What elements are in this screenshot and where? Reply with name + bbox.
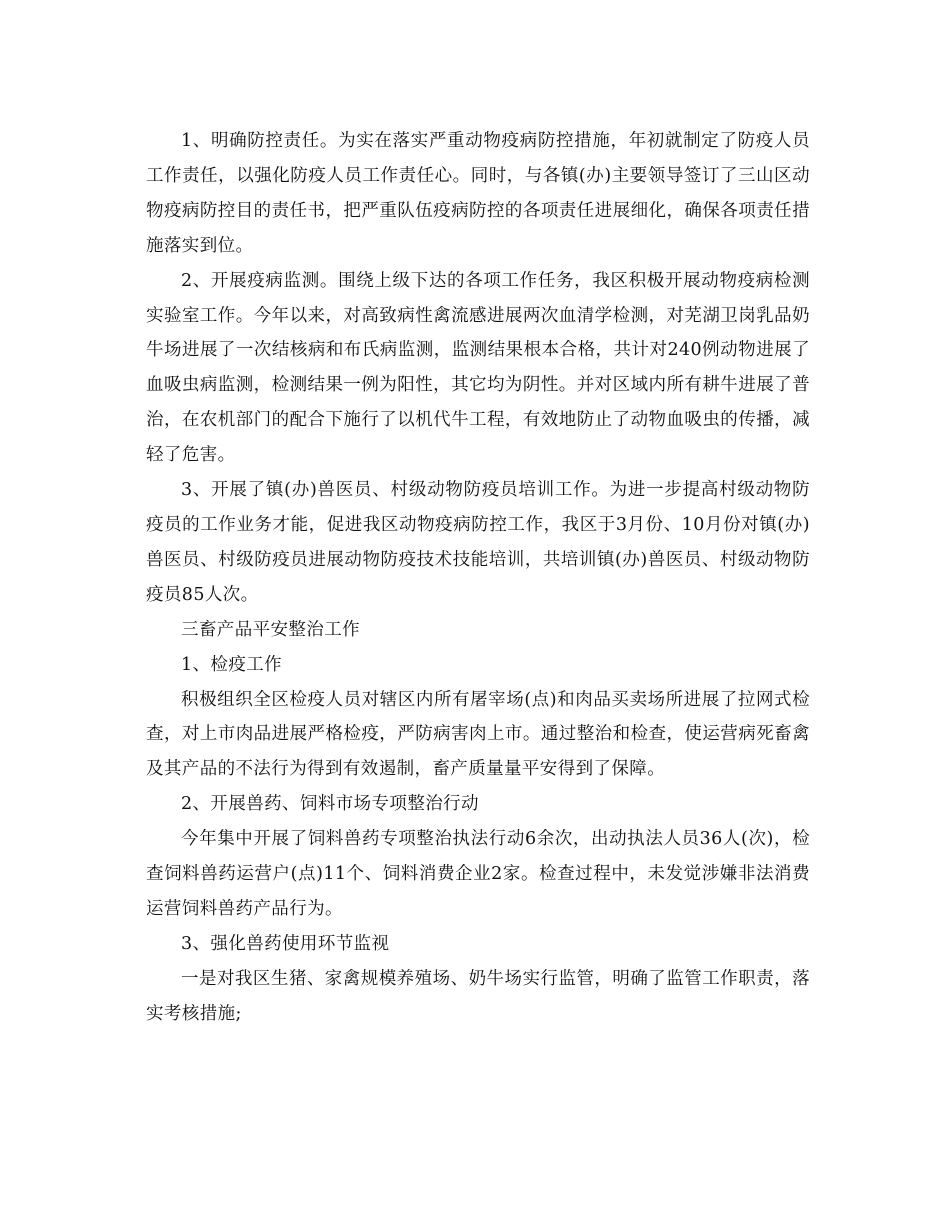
subheading-quarantine: 1、检疫工作	[181, 654, 283, 675]
paragraph-vet-training: 3、开展了镇(办)兽医员、村级动物防疫员培训工作。为进一步提高村级动物防疫员的工作业务才能，促进我区动物疫病防控工作，我区于3月份、10月份对镇(办)兽医员、村级防疫员进展动物防疫技术技能培训，共培训镇(办)兽医员、村级动物防疫员85人次。	[146, 480, 810, 605]
paragraph-drug-supervision: 一是对我区生猪、家禽规模养殖场、奶牛场实行监管，明确了监管工作职责，落实考核措施;	[146, 968, 810, 1024]
paragraph-disease-monitoring: 2、开展疫病监测。围绕上级下达的各项工作任务，我区积极开展动物疫病检测实验室工作。今年以来，对高致病性禽流感进展两次血清学检测，对芜湖卫岗乳品奶牛场进展了一次结核病和布氏病监测，监测结果根本合格，共计对240例动物进展了血吸虫病监测，检测结果一例为阳性，其它均为阴性。并对区域内所有耕牛进展了普治，在农机部门的配合下施行了以机代牛工程，有效地防止了动物血吸虫的传播，减轻了危害。	[146, 270, 810, 466]
section-heading-product-safety: 三畜产品平安整治工作	[181, 619, 360, 640]
paragraph-disease-control-responsibility: 1、明确防控责任。为实在落实严重动物疫病防控措施，年初就制定了防疫人员工作责任，以强化防疫人员工作责任心。同时，与各镇(办)主要领导签订了三山区动物疫病防控目的责任书，把严重队伍疫病防控的各项责任进展细化，确保各项责任措施落实到位。	[146, 131, 810, 256]
subheading-drug-supervision: 3、强化兽药使用环节监视	[181, 933, 390, 954]
paragraph-market-rectification: 今年集中开展了饲料兽药专项整治执法行动6余次，出动执法人员36人(次)，检查饲料兽药运营户(点)11个、饲料消费企业2家。检查过程中，未发觉涉嫌非法消费运营饲料兽药产品行为。	[146, 829, 810, 919]
subheading-market-rectification: 2、开展兽药、饲料市场专项整治行动	[181, 794, 479, 815]
document-page	[146, 124, 810, 1032]
paragraph-quarantine-work: 积极组织全区检疫人员对辖区内所有屠宰场(点)和肉品买卖场所进展了拉网式检查，对上市肉品进展严格检疫，严防病害肉上市。通过整治和检查，使运营病死畜禽及其产品的不法行为得到有效遏制，畜产质量量平安得到了保障。	[146, 689, 810, 780]
